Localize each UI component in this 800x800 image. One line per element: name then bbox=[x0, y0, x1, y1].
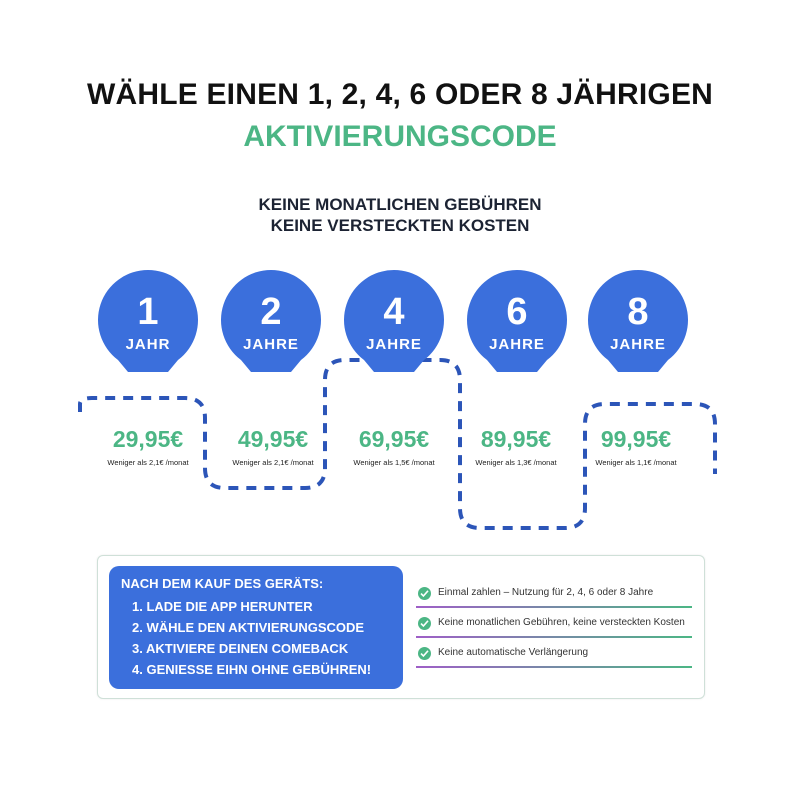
plan-monthly-note: Weniger als 1,1€ /monat bbox=[595, 458, 677, 467]
feature-text: Keine monatlichen Gebühren, keine versteckten Kosten bbox=[438, 617, 685, 628]
step-item: 3. AKTIVIERE DEINEN COMEBACK bbox=[132, 641, 349, 656]
plan-price: 69,95€ bbox=[358, 426, 430, 452]
plan-duration-number: 2 bbox=[260, 291, 282, 333]
check-circle-icon bbox=[418, 587, 431, 600]
plan-pin-2-years[interactable] bbox=[219, 268, 323, 398]
step-item: 4. GENIESSE EIHN OHNE GEBÜHREN! bbox=[132, 662, 372, 677]
plan-price: 49,95€ bbox=[237, 426, 309, 452]
step-item: 2. WÄHLE DEN AKTIVIERUNGSCODE bbox=[132, 620, 365, 635]
steps-panel bbox=[109, 566, 403, 689]
feature-text: Keine automatische Verlängerung bbox=[438, 647, 589, 658]
plan-monthly-note: Weniger als 2,1€ /monat bbox=[232, 458, 314, 467]
plan-duration-unit: JAHRE bbox=[610, 336, 666, 353]
plan-monthly-note: Weniger als 1,3€ /monat bbox=[475, 458, 557, 467]
plan-pin-6-years[interactable] bbox=[465, 268, 569, 398]
plan-price: 29,95€ bbox=[112, 426, 184, 452]
plan-duration-number: 8 bbox=[627, 291, 649, 333]
plan-monthly-note: Weniger als 1,5€ /monat bbox=[353, 458, 435, 467]
tagline-no-hidden-costs: KEINE VERSTECKTEN KOSTEN bbox=[270, 216, 530, 235]
plan-duration-unit: JAHRE bbox=[243, 336, 299, 353]
tagline-no-fees: KEINE MONATLICHEN GEBÜHREN bbox=[258, 195, 542, 214]
plan-duration-unit: JAHR bbox=[125, 336, 171, 353]
plan-duration-unit: JAHRE bbox=[366, 336, 422, 353]
plan-duration-number: 4 bbox=[383, 291, 405, 333]
page-subtitle-code: AKTIVIERUNGSCODE bbox=[243, 120, 557, 153]
feature-divider bbox=[416, 606, 692, 608]
plan-duration-number: 6 bbox=[506, 291, 528, 333]
step-item: 1. LADE DIE APP HERUNTER bbox=[132, 599, 313, 614]
plan-pin-1-year[interactable] bbox=[96, 268, 200, 398]
page-title: WÄHLE EINEN 1, 2, 4, 6 ODER 8 JÄHRIGEN bbox=[86, 78, 714, 111]
plan-monthly-note: Weniger als 2,1€ /monat bbox=[107, 458, 189, 467]
feature-item bbox=[416, 614, 692, 636]
feature-text: Einmal zahlen – Nutzung für 2, 4, 6 oder 8 Jahre bbox=[438, 587, 654, 598]
feature-item bbox=[416, 644, 692, 666]
plan-price: 89,95€ bbox=[480, 426, 552, 452]
check-circle-icon bbox=[418, 617, 431, 630]
plan-pin-8-years[interactable] bbox=[586, 268, 690, 398]
plan-pin-4-years[interactable] bbox=[342, 268, 446, 398]
steps-heading: NACH DEM KAUF DES GERÄTS: bbox=[121, 576, 324, 591]
plan-price: 99,95€ bbox=[600, 426, 672, 452]
feature-divider bbox=[416, 666, 692, 668]
plan-duration-number: 1 bbox=[137, 291, 159, 333]
feature-divider bbox=[416, 636, 692, 638]
plan-duration-unit: JAHRE bbox=[489, 336, 545, 353]
check-circle-icon bbox=[418, 647, 431, 660]
feature-item bbox=[416, 584, 692, 606]
